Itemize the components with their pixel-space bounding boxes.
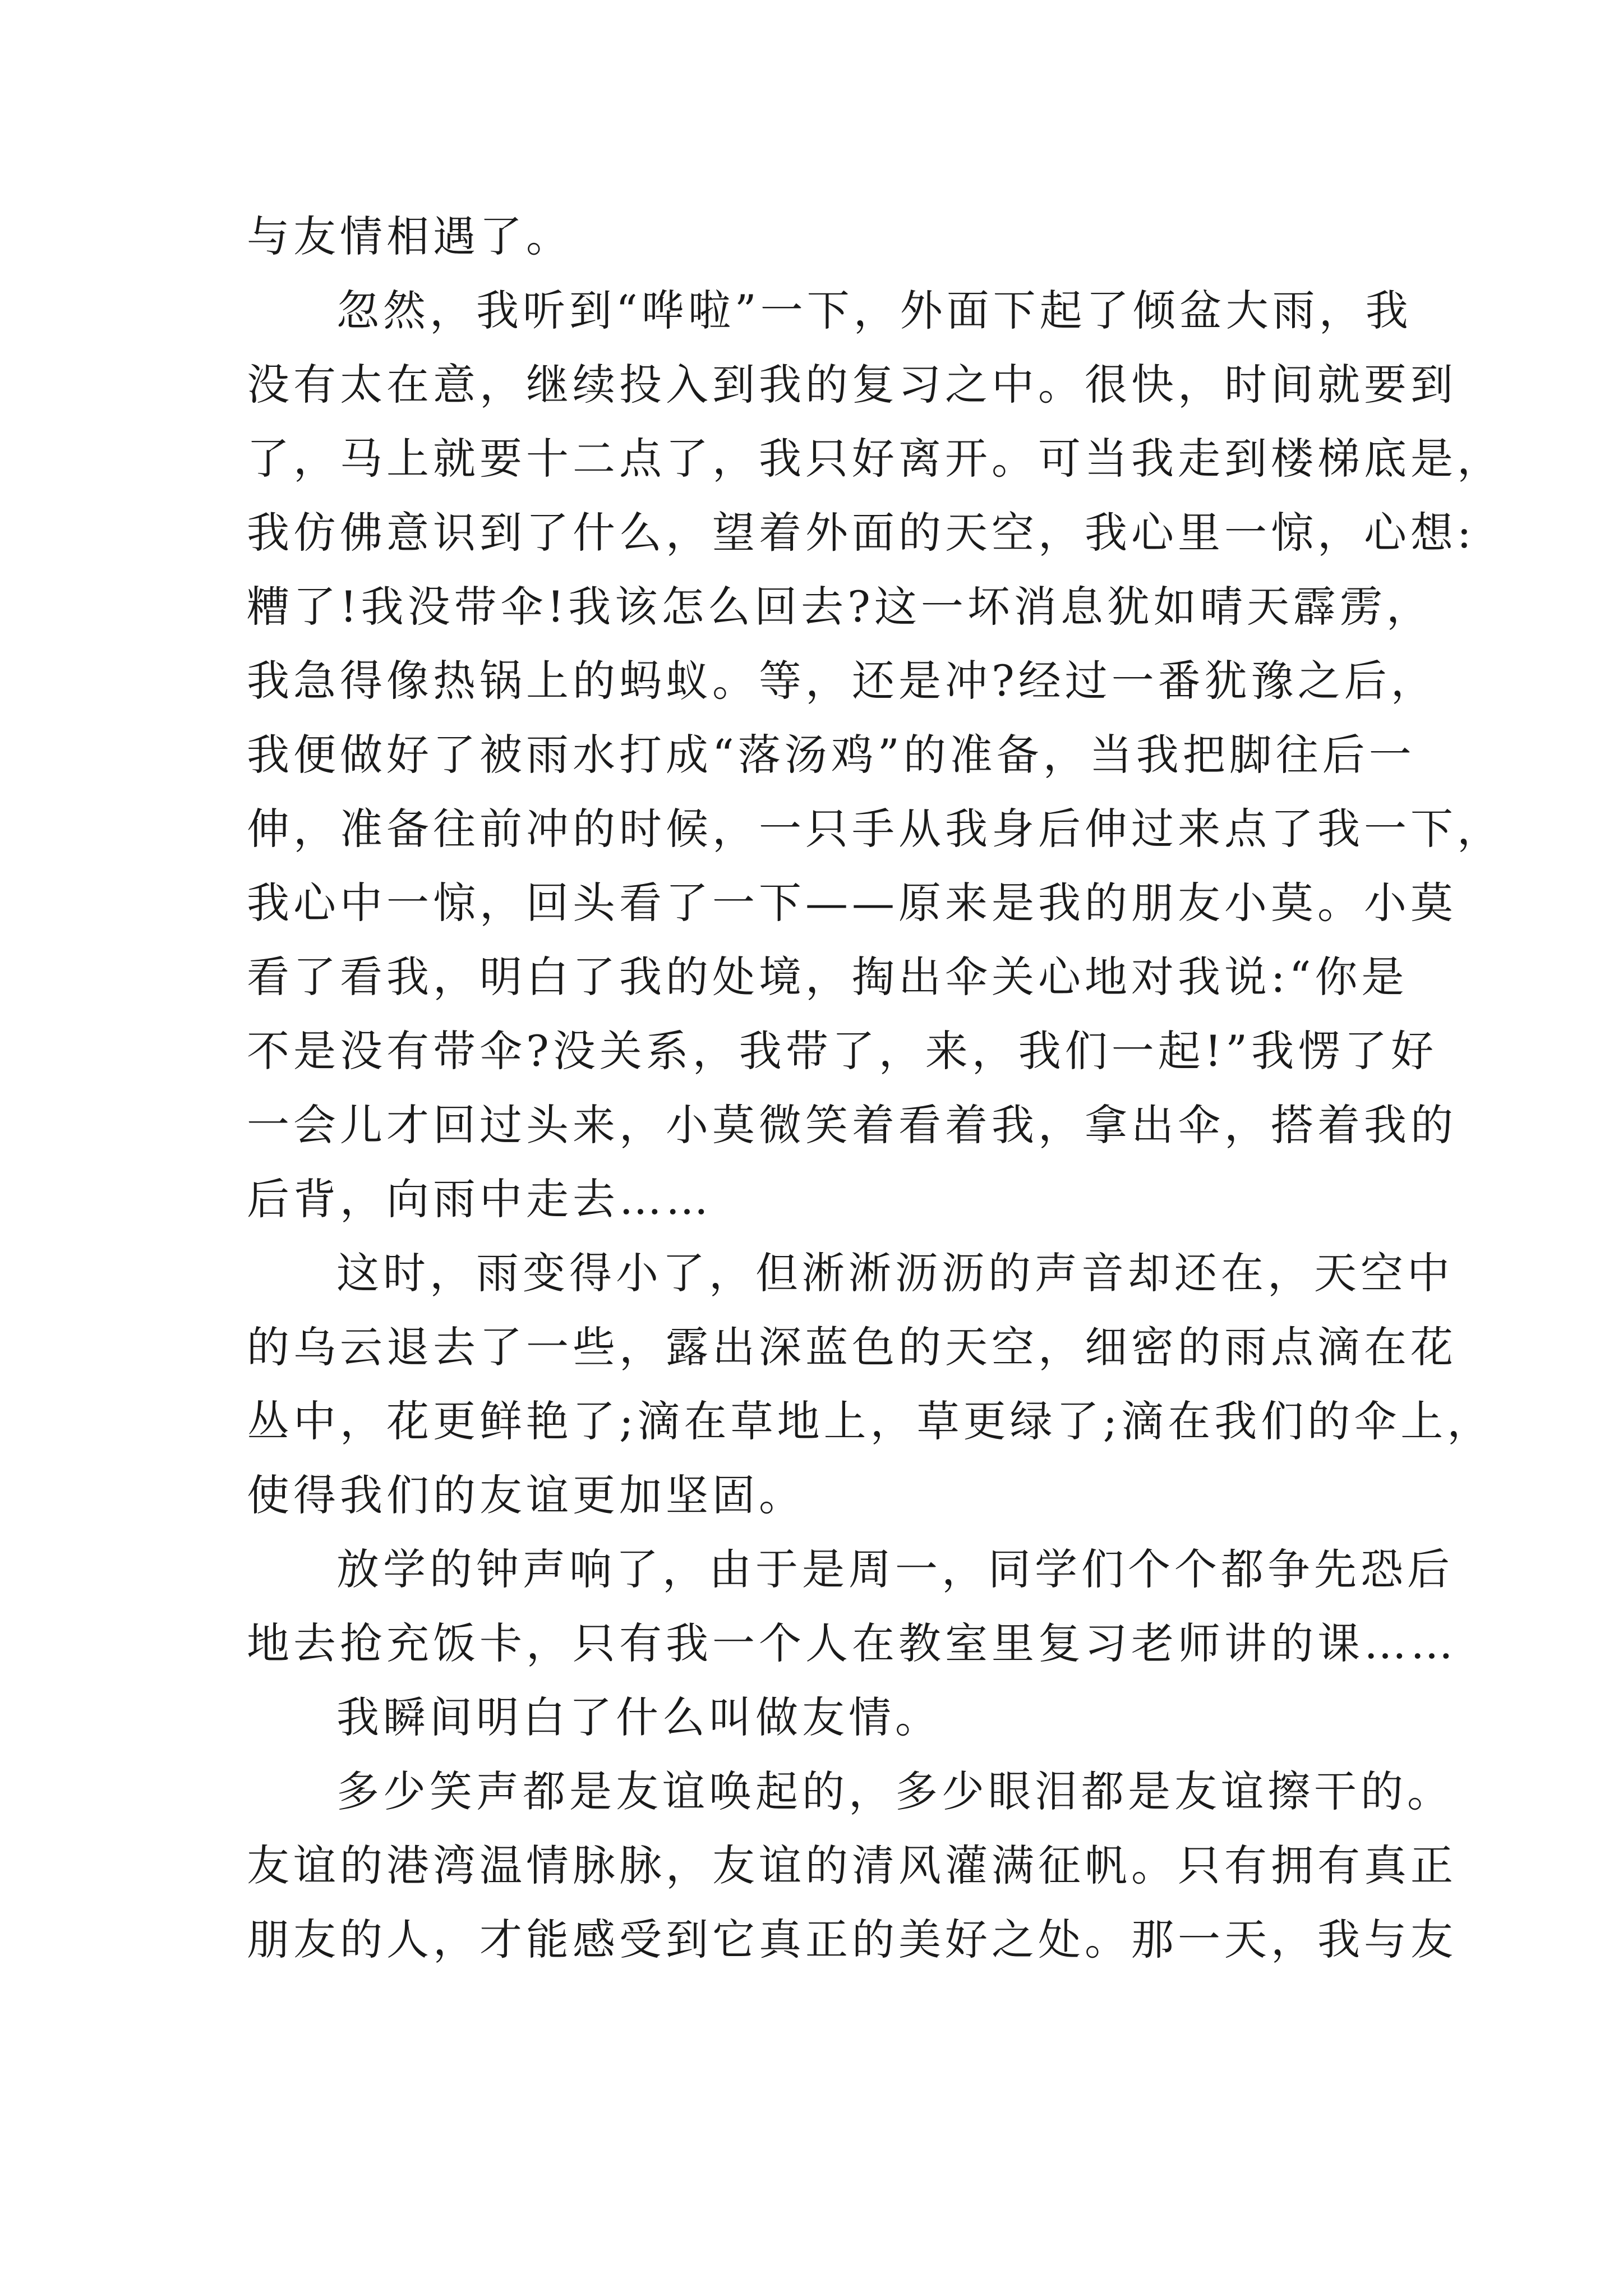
text-line: 我便做好了被雨水打成“落汤鸡”的准备，当我把脚往后一 — [247, 730, 1415, 780]
text-line: 朋友的人，才能感受到它真正的美好之处。那一天，我与友 — [247, 1915, 1457, 1964]
text-line: 的乌云退去了一些，露出深蓝色的天空，细密的雨点滴在花 — [247, 1322, 1457, 1372]
text-line: 我瞬间明白了什么叫做友情。 — [336, 1692, 942, 1742]
text-line: 后背，向雨中走去…… — [247, 1174, 712, 1224]
text-line: 一会儿才回过头来，小莫微笑着看着我，拿出伞，搭着我的 — [247, 1100, 1457, 1150]
text-line: 我心中一惊，回头看了一下——原来是我的朋友小莫。小莫 — [247, 878, 1457, 928]
text-line: 友谊的港湾温情脉脉，友谊的清风灌满征帆。只有拥有真正 — [247, 1841, 1457, 1890]
essay-body — [247, 200, 1504, 1977]
text-line: 忽然，我听到“哗啦”一下，外面下起了倾盆大雨，我 — [336, 286, 1412, 335]
text-line: 伸，准备往前冲的时候，一只手从我身后伸过来点了我一下， — [247, 804, 1504, 854]
text-line: 这时，雨变得小了，但淅淅沥沥的声音却还在，天空中 — [336, 1248, 1454, 1298]
text-line: 没有太在意，继续投入到我的复习之中。很快，时间就要到 — [247, 360, 1457, 409]
text-line: 使得我们的友谊更加坚固。 — [247, 1470, 805, 1520]
text-line: 了，马上就要十二点了，我只好离开。可当我走到楼梯底是， — [247, 434, 1504, 484]
text-line: 放学的钟声响了，由于是周一，同学们个个都争先恐后 — [336, 1544, 1454, 1594]
text-line: 地去抢充饭卡，只有我一个人在教室里复习老师讲的课…… — [247, 1618, 1457, 1668]
text-line: 我仿佛意识到了什么，望着外面的天空，我心里一惊，心想: — [247, 508, 1476, 558]
text-line: 我急得像热锅上的蚂蚁。等，还是冲?经过一番犹豫之后， — [247, 656, 1437, 706]
text-line: 不是没有带伞?没关系，我带了，来，我们一起!”我愣了好 — [247, 1026, 1438, 1076]
text-line: 糟了!我没带伞!我该怎么回去?这一坏消息犹如晴天霹雳， — [247, 582, 1433, 632]
text-line: 丛中，花更鲜艳了;滴在草地上，草更绿了;滴在我们的伞上， — [247, 1396, 1494, 1446]
text-line: 与友情相遇了。 — [247, 211, 573, 261]
text-line: 看了看我，明白了我的处境，掏出伞关心地对我说:“你是 — [247, 952, 1408, 1002]
text-line: 多少笑声都是友谊唤起的，多少眼泪都是友谊擦干的。 — [336, 1766, 1454, 1816]
